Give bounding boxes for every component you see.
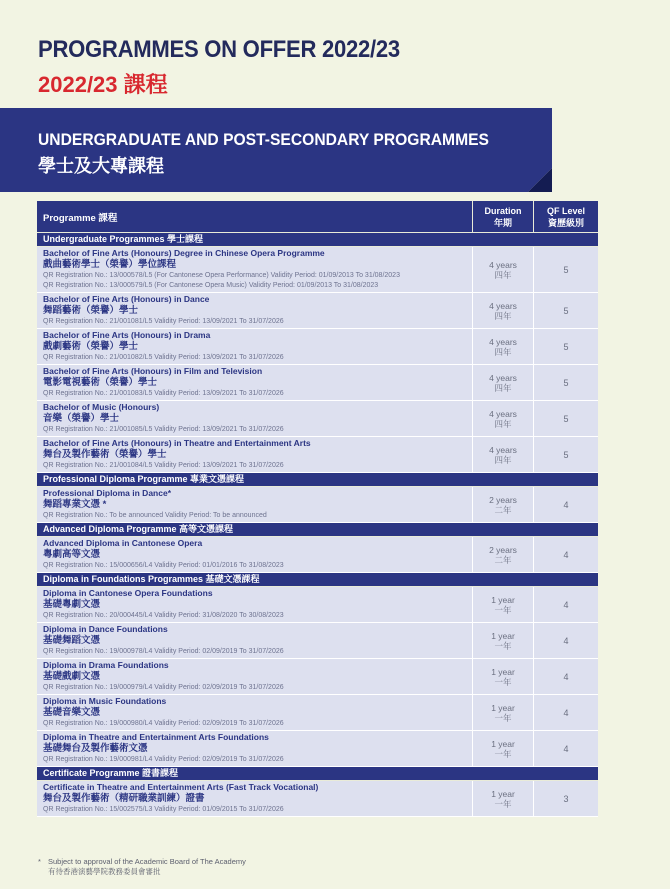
programme-name-en: Bachelor of Fine Arts (Honours) in Dance [43, 294, 210, 304]
programme-name-zh: 音樂（榮譽）學士 [43, 413, 120, 424]
registration-info: QR Registration No.: To be announced Validity Period: To be announced [43, 512, 267, 519]
duration-en: 4 years [489, 300, 517, 311]
duration-en: 1 year [491, 594, 515, 605]
duration-zh: 二年 [494, 504, 512, 515]
column-header-qf-en: QF Level [546, 205, 585, 216]
section-header: Undergraduate Programmes 學士課程 [37, 233, 598, 247]
table-header [37, 201, 598, 233]
qf-level-cell: 4 [533, 587, 598, 622]
programme-cell [37, 401, 472, 436]
programme-name-zh: 基礎粵劇文憑 [43, 599, 101, 610]
programme-name-zh: 粵劇高等文憑 [43, 549, 101, 560]
column-header-qf-zh: 資歷級別 [547, 217, 584, 228]
programme-cell [37, 659, 472, 694]
table-row [37, 537, 598, 573]
duration-cell [472, 329, 533, 364]
programme-cell [37, 587, 472, 622]
table-row [37, 731, 598, 767]
programme-cell [37, 695, 472, 730]
section-header: Diploma in Foundations Programmes 基礎文憑課程 [37, 573, 598, 587]
duration-zh: 一年 [494, 712, 512, 723]
table-row [37, 623, 598, 659]
column-header-duration [472, 201, 533, 232]
programme-name-en: Diploma in Drama Foundations [43, 660, 169, 670]
qf-level-cell: 4 [533, 487, 598, 522]
qf-level-cell: 4 [533, 695, 598, 730]
qf-level-cell: 5 [533, 329, 598, 364]
table-row [37, 437, 598, 473]
duration-zh: 四年 [494, 269, 512, 280]
qf-level-cell: 4 [533, 537, 598, 572]
page-title-chinese: 2022/23 課程 [38, 72, 168, 97]
duration-en: 1 year [491, 702, 515, 713]
table-row [37, 247, 598, 293]
programme-name-en: Bachelor of Fine Arts (Honours) in Film and Television [43, 366, 263, 376]
registration-info: QR Registration No.: 15/002575/L3 Validity Period: 01/09/2015 To 31/07/2026 [43, 806, 284, 813]
footnote-text-zh: 有待香港演藝學院教務委員會審批 [48, 867, 161, 876]
table-row [37, 487, 598, 523]
duration-zh: 四年 [494, 454, 512, 465]
duration-en: 4 years [489, 408, 517, 419]
duration-en: 4 years [489, 372, 517, 383]
qf-level-cell: 4 [533, 659, 598, 694]
duration-cell [472, 293, 533, 328]
programme-cell [37, 731, 472, 766]
programme-name-zh: 基礎舞蹈文憑 [43, 635, 101, 646]
column-header-programme: Programme 課程 [43, 212, 118, 224]
duration-zh: 一年 [494, 798, 512, 809]
qf-level-cell: 4 [533, 623, 598, 658]
registration-info: QR Registration No.: 15/000656/L4 Validity Period: 01/01/2016 To 31/08/2023 [43, 562, 284, 569]
qf-level-cell: 4 [533, 731, 598, 766]
table-row [37, 293, 598, 329]
duration-cell [472, 365, 533, 400]
registration-info: QR Registration No.: 21/001081/L5 Validity Period: 13/09/2021 To 31/07/2026 [43, 318, 284, 325]
table-body [37, 233, 598, 817]
qf-level-cell: 3 [533, 781, 598, 816]
qf-level-cell: 5 [533, 365, 598, 400]
footnote-mark: * [38, 857, 41, 866]
duration-zh: 四年 [494, 418, 512, 429]
section-header: Certificate Programme 證書課程 [37, 767, 598, 781]
programme-cell [37, 247, 472, 292]
table-row [37, 329, 598, 365]
table-row [37, 781, 598, 817]
registration-info: QR Registration No.: 21/001085/L5 Validity Period: 13/09/2021 To 31/07/2026 [43, 426, 284, 433]
programme-cell [37, 365, 472, 400]
page-title: PROGRAMMES ON OFFER 2022/23 [38, 36, 400, 63]
programme-cell [37, 437, 472, 472]
programme-name-en: Bachelor of Music (Honours) [43, 402, 160, 412]
duration-cell [472, 731, 533, 766]
programme-table [37, 201, 598, 817]
programme-name-zh: 戲曲藝術學士（榮譽）學位課程 [43, 259, 177, 270]
programme-name-en: Diploma in Cantonese Opera Foundations [43, 588, 213, 598]
duration-en: 2 years [489, 494, 517, 505]
registration-info: QR Registration No.: 13/000578/L5 (For Cantonese Opera Performance) Validity Period: 01/09/2013 To 31/08/2023 [43, 272, 400, 279]
programme-name-zh: 舞蹈專業文憑 * [43, 499, 107, 510]
duration-cell [472, 401, 533, 436]
programme-name-zh: 舞台及製作藝術（榮譽）學士 [43, 449, 167, 460]
programme-name-en: Bachelor of Fine Arts (Honours) in Drama [43, 330, 211, 340]
qf-level-cell: 5 [533, 401, 598, 436]
duration-en: 1 year [491, 788, 515, 799]
duration-zh: 一年 [494, 604, 512, 615]
qf-level-cell: 5 [533, 247, 598, 292]
duration-zh: 四年 [494, 382, 512, 393]
programme-name-zh: 舞蹈藝術（榮譽）學士 [43, 305, 139, 316]
duration-zh: 一年 [494, 640, 512, 651]
registration-info: QR Registration No.: 19/000978/L4 Validity Period: 02/09/2019 To 31/07/2026 [43, 648, 284, 655]
duration-zh: 一年 [494, 676, 512, 687]
column-header-duration-zh: 年期 [493, 217, 512, 228]
duration-en: 4 years [489, 259, 517, 270]
registration-info: QR Registration No.: 19/000981/L4 Validity Period: 02/09/2019 To 31/07/2026 [43, 756, 284, 763]
table-row [37, 401, 598, 437]
programme-name-en: Diploma in Music Foundations [43, 696, 167, 706]
registration-info: QR Registration No.: 19/000980/L4 Validity Period: 02/09/2019 To 31/07/2026 [43, 720, 284, 727]
duration-zh: 四年 [494, 310, 512, 321]
programme-cell [37, 487, 472, 522]
table-row [37, 587, 598, 623]
programme-cell [37, 623, 472, 658]
programme-name-en: Diploma in Theatre and Entertainment Arts Foundations [43, 732, 269, 742]
duration-cell [472, 247, 533, 292]
duration-en: 1 year [491, 666, 515, 677]
duration-zh: 二年 [494, 554, 512, 565]
column-header-duration-en: Duration [484, 205, 522, 216]
programme-name-en: Professional Diploma in Dance* [43, 488, 172, 498]
programme-name-zh: 戲劇藝術（榮譽）學士 [43, 341, 139, 352]
programme-name-zh: 電影電視藝術（榮譽）學士 [43, 377, 158, 388]
programme-name-zh: 舞台及製作藝術（精研職業訓練）證書 [43, 793, 205, 804]
table-row [37, 365, 598, 401]
duration-cell [472, 781, 533, 816]
programme-cell [37, 329, 472, 364]
duration-cell [472, 537, 533, 572]
programme-name-en: Advanced Diploma in Cantonese Opera [43, 538, 203, 548]
duration-cell [472, 437, 533, 472]
duration-en: 2 years [489, 544, 517, 555]
programme-cell [37, 293, 472, 328]
footnote-text-en: Subject to approval of the Academic Board of The Academy [48, 857, 246, 866]
column-header-qf-level [533, 201, 598, 232]
registration-info: QR Registration No.: 21/001083/L5 Validity Period: 13/09/2021 To 31/07/2026 [43, 390, 284, 397]
duration-en: 4 years [489, 444, 517, 455]
programme-name-en: Diploma in Dance Foundations [43, 624, 168, 634]
programme-name-en: Bachelor of Fine Arts (Honours) in Theatre and Entertainment Arts [43, 438, 311, 448]
banner-title-chinese: 學士及大專課程 [38, 156, 164, 176]
duration-en: 1 year [491, 738, 515, 749]
registration-info: QR Registration No.: 21/001082/L5 Validity Period: 13/09/2021 To 31/07/2026 [43, 354, 284, 361]
registration-info: QR Registration No.: 21/001084/L5 Validity Period: 13/09/2021 To 31/07/2026 [43, 462, 284, 469]
section-header: Professional Diploma Programme 專業文憑課程 [37, 473, 598, 487]
duration-zh: 四年 [494, 346, 512, 357]
duration-cell [472, 623, 533, 658]
duration-en: 1 year [491, 630, 515, 641]
duration-zh: 一年 [494, 748, 512, 759]
qf-level-cell: 5 [533, 293, 598, 328]
section-header: Advanced Diploma Programme 高等文憑課程 [37, 523, 598, 537]
programme-name-en: Bachelor of Fine Arts (Honours) Degree in Chinese Opera Programme [43, 248, 325, 258]
duration-cell [472, 587, 533, 622]
registration-info: QR Registration No.: 13/000579/L5 (For Cantonese Opera Music) Validity Period: 01/09/2013 To 31/08/2023 [43, 282, 379, 289]
duration-cell [472, 695, 533, 730]
duration-cell [472, 659, 533, 694]
section-banner [0, 108, 552, 192]
programme-cell [37, 781, 472, 816]
table-row [37, 659, 598, 695]
registration-info: QR Registration No.: 20/000445/L4 Validity Period: 31/08/2020 To 30/08/2023 [43, 612, 284, 619]
qf-level-cell: 5 [533, 437, 598, 472]
duration-en: 4 years [489, 336, 517, 347]
table-row [37, 695, 598, 731]
programme-name-en: Certificate in Theatre and Entertainment Arts (Fast Track Vocational) [43, 782, 319, 792]
registration-info: QR Registration No.: 19/000979/L4 Validity Period: 02/09/2019 To 31/07/2026 [43, 684, 284, 691]
programme-name-zh: 基礎戲劇文憑 [43, 671, 101, 682]
programme-cell [37, 537, 472, 572]
programme-name-zh: 基礎音樂文憑 [43, 707, 101, 718]
banner-title: UNDERGRADUATE AND POST-SECONDARY PROGRAMMES [38, 130, 489, 149]
programme-name-zh: 基礎舞台及製作藝術文憑 [43, 743, 148, 754]
duration-cell [472, 487, 533, 522]
footnote [38, 857, 246, 877]
